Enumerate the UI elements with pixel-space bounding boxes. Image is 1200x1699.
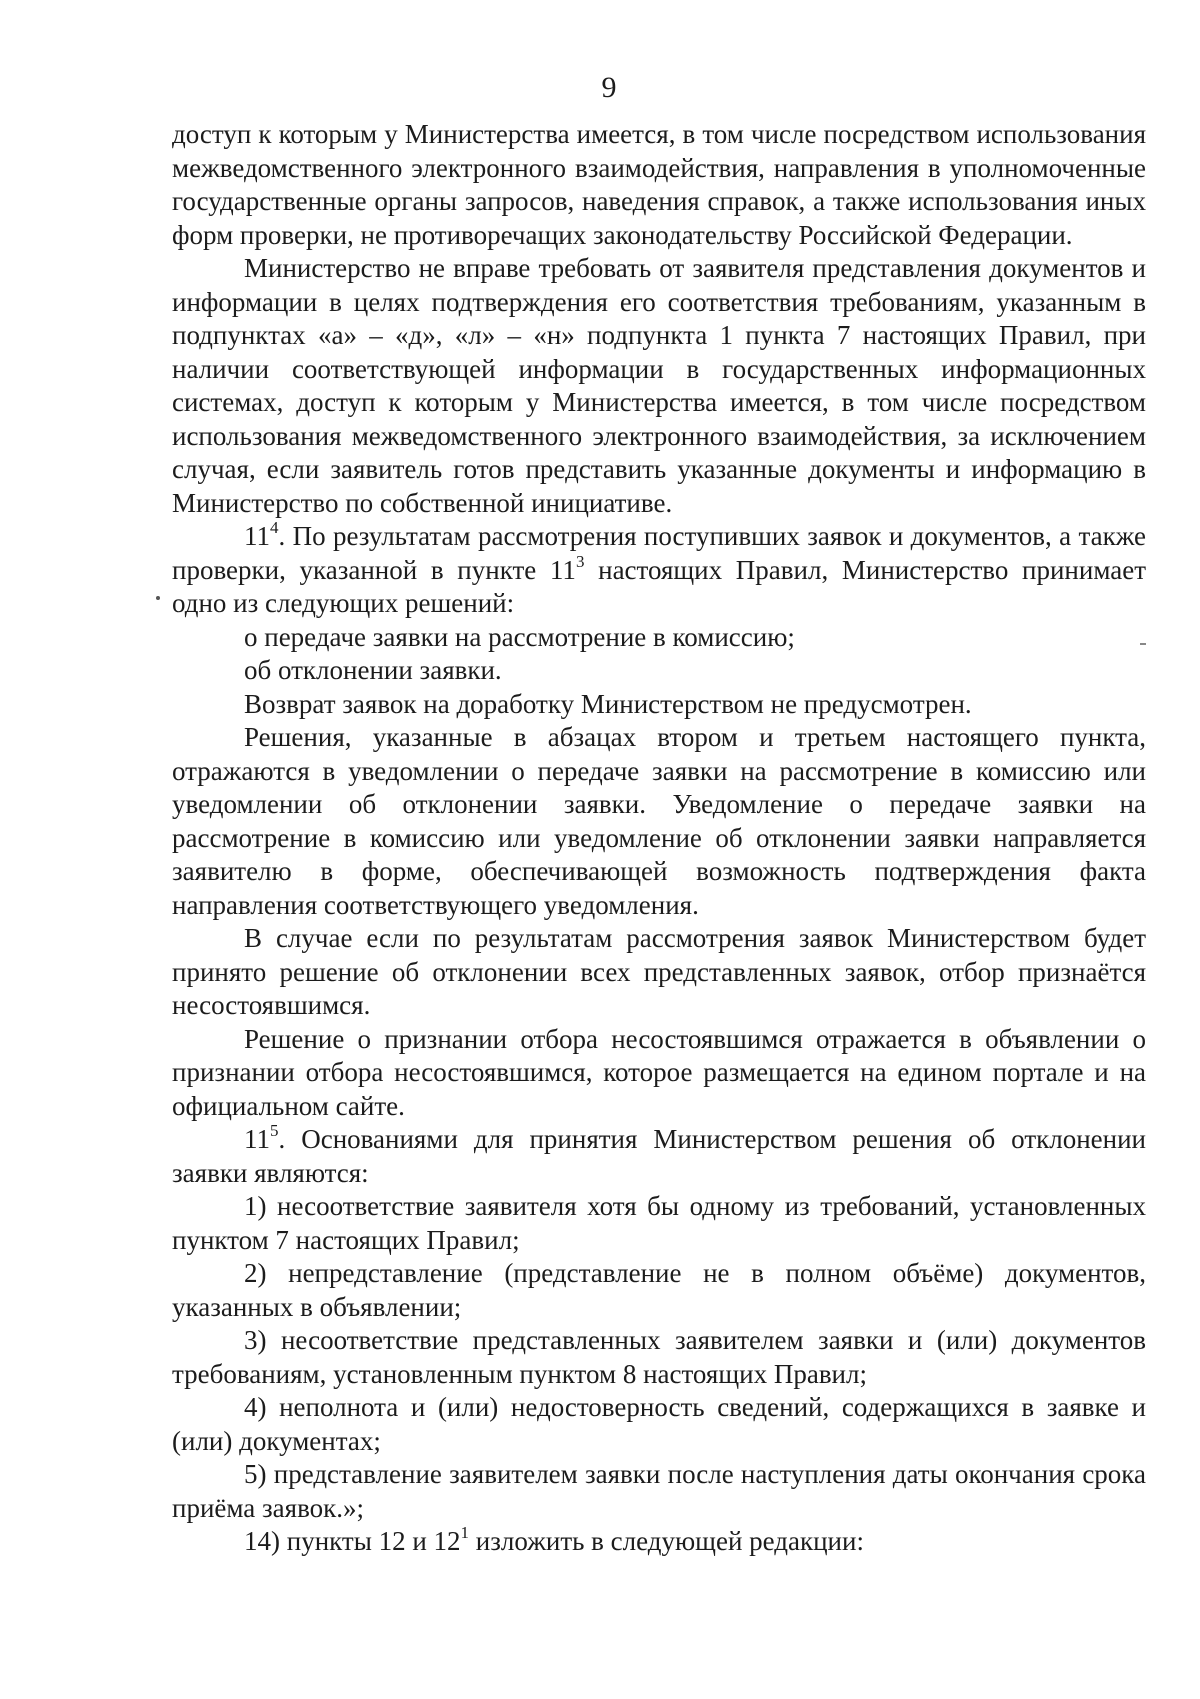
decision-option-2: об отклонении заявки.: [244, 655, 502, 685]
decision-option-1: о передаче заявки на рассмотрение в комиссию;: [244, 621, 795, 652]
scan-mark: [1140, 643, 1146, 645]
item-text-b: изложить в следующей редакции:: [469, 1526, 864, 1556]
page-number: 9: [601, 71, 617, 104]
item-superscript: 1: [460, 1523, 470, 1542]
clause-text: . Основаниями для принятия Министерством решения об отклонении заявки являются:: [172, 1124, 1146, 1188]
clause-text-b: настоящих Правил, Министерство принимает одно из следующих решений:: [172, 554, 1146, 618]
paragraph-announcement: Решение о признании отбора несостоявшимся отражается в объявлении о признании отбора несостоявшимся, которое размещается на едином портале и на официальном сайте.: [172, 1023, 1146, 1121]
paragraph-14: [172, 1525, 1146, 1559]
clause-superscript: 4: [270, 518, 279, 537]
list-item-4: 4) неполнота и (или) недостоверность сведений, содержащихся в заявке и (или) документах;: [172, 1392, 1146, 1456]
list-item-1: 1) несоответствие заявителя хотя бы одному из требований, установленных пунктом 7 настоящих Правил;: [172, 1191, 1146, 1255]
paragraph-notifications: Решения, указанные в абзацах втором и третьем настоящего пункта, отражаются в уведомлении о передаче заявки на рассмотрение в комиссию или уведомлении об отклонении заявки. Уведомление о передаче заявки на рассмотрение в комиссию или уведомление об отклонении заявки направляется заявителю в форме, обеспечивающей возможность подтверждения факта направления соответствующего уведомления.: [172, 722, 1146, 920]
clause-text-a: . По результатам рассмотрения поступивших заявок и документов, а также проверки, указанной в пункте 11: [172, 521, 1146, 585]
list-item-5: 5) представление заявителем заявки после наступления даты окончания срока приёма заявок.»;: [172, 1459, 1146, 1523]
paragraph-11-4: [172, 520, 1146, 621]
scan-mark: [156, 596, 160, 600]
clause-number: 11: [244, 1124, 270, 1154]
paragraph-no-return: Возврат заявок на доработку Министерством не предусмотрен.: [244, 688, 972, 719]
item-text-a: 14) пункты 12 и 12: [244, 1526, 461, 1556]
document-body: [172, 118, 1146, 1559]
paragraph-1: доступ к которым у Министерства имеется, в том числе посредством использования межведомственного электронного взаимодействия, направления в уполномоченные государственные органы запросов, наведения справок, а также использования иных форм проверки, не противоречащих законодательству Российской Федерации.: [172, 119, 1146, 250]
list-item-2: 2) непредставление (представление не в полном объёме) документов, указанных в объявлении;: [172, 1258, 1146, 1322]
clause-number: 11: [244, 521, 270, 551]
paragraph-11-5: [172, 1123, 1146, 1190]
paragraph-2: Министерство не вправе требовать от заявителя представления документов и информации в целях подтверждения его соответствия требованиям, указанным в подпунктах «а» – «д», «л» – «н» подпункта 1 пункта 7 настоящих Правил, при наличии соответствующей информации в государственных информационных системах, доступ к которым у Министерства имеется, в том числе посредством использования межведомственного электронного взаимодействия, за исключением случая, если заявитель готов представить указанные документы и информацию в Министерство по собственной инициативе.: [172, 253, 1146, 518]
list-item-3: 3) несоответствие представленных заявителем заявки и (или) документов требованиям, установленным пунктом 8 настоящих Правил;: [172, 1325, 1146, 1389]
reference-superscript: 3: [575, 551, 585, 571]
clause-superscript: 5: [270, 1121, 279, 1140]
paragraph-failed-selection: В случае если по результатам рассмотрения заявок Министерством будет принято решение об отклонении всех представленных заявок, отбор признаётся несостоявшимся.: [172, 923, 1146, 1020]
